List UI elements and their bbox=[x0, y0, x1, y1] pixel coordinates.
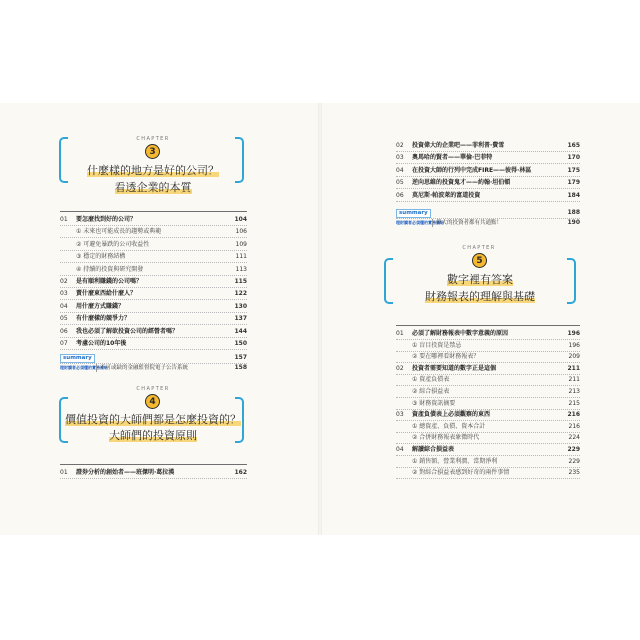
toc-entry bbox=[396, 190, 580, 201]
toc-entry-page: 170 bbox=[567, 154, 580, 162]
toc-entry-title: ③ 財務資訊摘要 bbox=[412, 399, 456, 407]
summary-page: 157 bbox=[234, 354, 247, 361]
toc-entry-page: 216 bbox=[567, 411, 580, 419]
toc-entry-title: ③ 穩定的財務結構 bbox=[76, 253, 126, 261]
toc-entry-page: 175 bbox=[567, 166, 580, 174]
chapter-title-line1: 數字裡有答案 bbox=[447, 273, 513, 286]
toc-row-rule bbox=[396, 478, 580, 479]
toc-subentry bbox=[396, 386, 580, 397]
toc-subentry bbox=[60, 251, 247, 262]
toc-subentry bbox=[396, 456, 580, 467]
toc-entry bbox=[60, 326, 247, 337]
chapter-3-toc bbox=[60, 211, 247, 371]
toc-entry-page: 184 bbox=[567, 191, 580, 199]
toc-entry-page: 113 bbox=[235, 265, 247, 273]
tip-page: 158 bbox=[234, 364, 247, 371]
tip-tag: 理財讀者必須懂的實務補帖 bbox=[396, 220, 444, 225]
toc-entry-page: 213 bbox=[568, 388, 580, 395]
toc-entry bbox=[396, 409, 580, 420]
toc-entry-number: 05 bbox=[60, 315, 68, 323]
toc-entry bbox=[396, 363, 580, 374]
toc-entry-title: 考慮公司的10年後 bbox=[76, 340, 127, 347]
toc-entry-number: 07 bbox=[60, 340, 68, 347]
toc-entry bbox=[60, 467, 247, 478]
tip-note: 不可或缺的金融監督院電子公告系統 bbox=[96, 364, 191, 372]
toc-entry-number: 06 bbox=[396, 191, 404, 199]
toc-entry-title: ① 銷售額、營業利潤、當期淨利 bbox=[412, 457, 498, 465]
chapter-label: CHAPTER bbox=[136, 386, 170, 392]
toc-entry-page: 111 bbox=[235, 253, 247, 261]
toc-entry-page: 235 bbox=[568, 469, 580, 477]
toc-entry-title: 必須了解財務報表中數字意義的原因 bbox=[412, 330, 509, 337]
toc-entry-title: ② 要在哪裡看財務報表？ bbox=[412, 353, 480, 361]
chapter-title-line2: 財務報表的理解與基礎 bbox=[425, 290, 535, 303]
toc-subentry bbox=[396, 374, 580, 385]
toc-entry-title: 解讀綜合損益表 bbox=[412, 446, 455, 453]
toc-entry-number: 01 bbox=[60, 469, 68, 476]
summary-badge: summary bbox=[60, 354, 95, 363]
chapter-number-badge: 5 bbox=[472, 253, 487, 268]
toc-entry-title: 逆向思維的投資鬼才——約翰·坦伯頓 bbox=[412, 179, 511, 187]
toc-entry-title: ② 合併財務報表象徵時代 bbox=[412, 434, 480, 442]
toc-entry-number: 02 bbox=[396, 142, 404, 149]
toc-entry-title: 投資者需要知道的數字正是這個 bbox=[412, 364, 497, 372]
toc-entry-page: 179 bbox=[567, 179, 580, 187]
toc-top-rule bbox=[60, 211, 247, 212]
toc-entry-title: ② 綜合損益表 bbox=[412, 388, 450, 395]
toc-entry-page: 144 bbox=[234, 327, 247, 335]
toc-entry-title: ① 盲目投資是禁忌 bbox=[412, 341, 462, 349]
toc-entry-number: 06 bbox=[60, 327, 68, 335]
toc-entry-title: ② 可避免暴跌的公司收益性 bbox=[76, 240, 150, 248]
toc-top-rule bbox=[396, 325, 580, 326]
toc-subentry bbox=[396, 351, 580, 362]
chapter-4-header bbox=[0, 383, 320, 453]
toc-subentry bbox=[396, 421, 580, 432]
toc-entry-page: 229 bbox=[567, 446, 580, 453]
left-page bbox=[0, 103, 320, 535]
toc-entry-number: 03 bbox=[396, 411, 404, 419]
toc-entry-number: 02 bbox=[60, 278, 68, 285]
toc-entry-title: 要怎麼找到好的公司？ bbox=[76, 216, 137, 223]
toc-entry-page: 115 bbox=[234, 278, 247, 285]
toc-entry-page: 215 bbox=[568, 399, 580, 407]
chapter-label: CHAPTER bbox=[136, 136, 170, 142]
tip-row bbox=[396, 217, 580, 228]
toc-entry-title: 我也必須了解欲投資公司的經營者嗎？ bbox=[76, 327, 179, 335]
toc-entry-title: 莫尼斯·帕波萊的富道投資 bbox=[412, 191, 481, 199]
chapter-3-header bbox=[0, 103, 320, 213]
toc-entry-title: 證券分析的創始者——班傑明·葛拉漢 bbox=[76, 469, 175, 476]
toc-entry bbox=[60, 276, 247, 287]
toc-entry bbox=[60, 301, 247, 312]
toc-entry-title: 資產負債表上必須觀察的東西 bbox=[412, 411, 491, 419]
toc-entry-page: 216 bbox=[568, 422, 580, 430]
chapter-4-toc bbox=[60, 464, 247, 494]
toc-entry bbox=[396, 444, 580, 455]
chapter-title-line2: 看透企業的本質 bbox=[114, 181, 192, 194]
toc-entry-number: 03 bbox=[396, 154, 404, 162]
chapter-label: CHAPTER bbox=[462, 245, 496, 251]
toc-entry-number: 04 bbox=[396, 446, 404, 453]
toc-entry-title: 奧馬哈的賢者——華倫·巴菲特 bbox=[412, 154, 493, 162]
toc-subentry bbox=[60, 226, 247, 237]
tip-note: 偉大的投資者都有共通點！ bbox=[432, 219, 505, 227]
chapter-5-toc bbox=[396, 325, 580, 485]
toc-subentry bbox=[60, 264, 247, 275]
toc-entry-page: 130 bbox=[234, 302, 247, 310]
toc-entry-title: ① 資產負債表 bbox=[412, 376, 450, 384]
summary-badge: summary bbox=[396, 209, 431, 218]
toc-entry-title: 在投資大師的行列中完成FIRE——彼得·林區 bbox=[412, 166, 532, 174]
toc-entry-title: ② 對綜合損益表感到好奇的兩件事情 bbox=[412, 469, 510, 477]
toc-subentry bbox=[396, 398, 580, 409]
toc-row-rule bbox=[396, 201, 580, 202]
toc-entry-page: 122 bbox=[234, 290, 247, 298]
toc-entry-number: 02 bbox=[396, 364, 404, 372]
toc-subentry bbox=[60, 239, 247, 250]
toc-entry bbox=[60, 338, 247, 349]
tip-row bbox=[60, 362, 247, 373]
toc-entry-page: 106 bbox=[235, 228, 247, 236]
toc-entry-title: 有什麼樣的競爭力？ bbox=[76, 315, 131, 323]
toc-entry bbox=[60, 288, 247, 299]
toc-entry-title: ① 未來也可能成長的趨勢或典範 bbox=[76, 228, 162, 236]
right-page bbox=[320, 103, 640, 535]
summary-page: 188 bbox=[567, 209, 580, 216]
tip-tag: 理財讀者必須懂的實務補帖 bbox=[60, 365, 108, 370]
toc-top-rule bbox=[60, 464, 247, 465]
toc-entry-page: 224 bbox=[568, 434, 580, 442]
toc-entry-page: 211 bbox=[568, 376, 580, 384]
toc-entry-page: 196 bbox=[567, 330, 580, 337]
toc-subentry bbox=[396, 432, 580, 443]
chapter-4-toc-continued bbox=[396, 140, 580, 230]
toc-entry bbox=[396, 152, 580, 163]
toc-entry bbox=[396, 165, 580, 176]
toc-entry bbox=[60, 313, 247, 324]
chapter-number-badge: 3 bbox=[145, 144, 160, 159]
toc-entry-number: 01 bbox=[396, 330, 404, 337]
toc-entry-page: 196 bbox=[568, 341, 580, 349]
toc-entry-title: ④ 持續的投資與研究開發 bbox=[76, 265, 144, 273]
toc-entry-page: 211 bbox=[567, 364, 580, 372]
chapter-number-badge: 4 bbox=[145, 394, 160, 409]
toc-subentry bbox=[396, 467, 580, 478]
toc-entry-page: 162 bbox=[234, 469, 247, 476]
toc-entry-title: ① 總資產、負債、資本合計 bbox=[412, 422, 486, 430]
toc-entry-page: 209 bbox=[568, 353, 580, 361]
toc-entry bbox=[396, 177, 580, 188]
toc-entry bbox=[396, 328, 580, 339]
toc-entry-title: 用什麼方式賺錢？ bbox=[76, 302, 125, 310]
tip-page: 190 bbox=[567, 219, 580, 226]
toc-entry-page: 109 bbox=[235, 240, 247, 248]
toc-entry-page: 150 bbox=[234, 340, 247, 347]
chapter-title-line2: 大師們的投資原則 bbox=[109, 429, 197, 442]
book-spread bbox=[0, 103, 640, 535]
toc-entry-page: 165 bbox=[567, 142, 580, 149]
toc-row-rule bbox=[60, 478, 247, 479]
chapter-title-line1: 什麼樣的地方是好的公司？ bbox=[87, 164, 219, 177]
toc-entry-title: 賣什麼東西給什麼人？ bbox=[76, 290, 137, 298]
toc-entry bbox=[396, 140, 580, 151]
toc-entry-title: 是有順利賺錢的公司嗎？ bbox=[76, 278, 143, 285]
toc-entry-number: 04 bbox=[396, 166, 404, 174]
toc-row-rule bbox=[60, 349, 247, 350]
toc-entry-number: 05 bbox=[396, 179, 404, 187]
chapter-5-header bbox=[320, 241, 640, 321]
toc-entry bbox=[60, 214, 247, 225]
toc-subentry bbox=[396, 340, 580, 351]
toc-entry-number: 04 bbox=[60, 302, 68, 310]
toc-entry-page: 137 bbox=[234, 315, 247, 323]
toc-entry-number: 03 bbox=[60, 290, 68, 298]
toc-entry-page: 104 bbox=[234, 216, 247, 223]
chapter-title-line1: 價值投資的大師們都是怎麼投資的？ bbox=[65, 413, 241, 426]
toc-entry-number: 01 bbox=[60, 216, 68, 223]
toc-entry-page: 229 bbox=[568, 457, 580, 465]
toc-entry-title: 投資偉大的企業吧——菲利普·費雪 bbox=[412, 142, 505, 149]
